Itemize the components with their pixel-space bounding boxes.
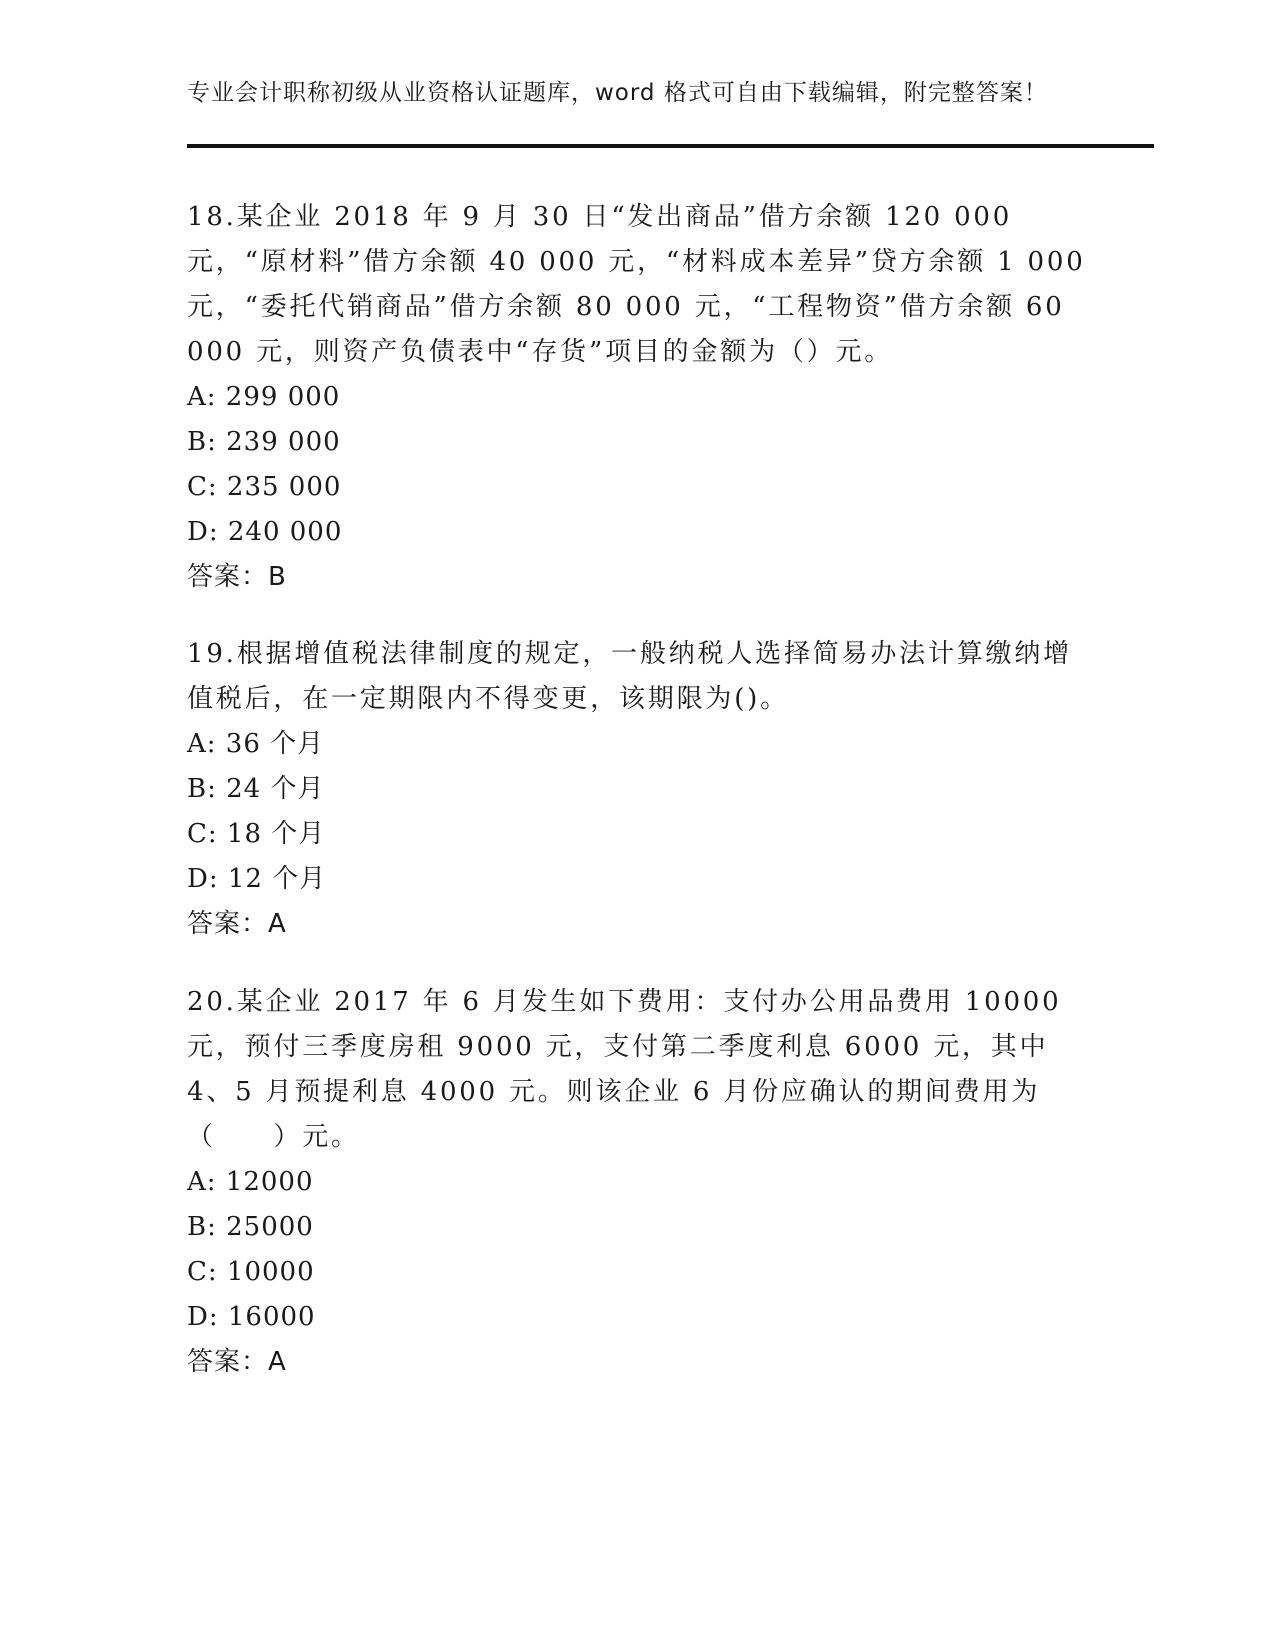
answer-label: 答案：A — [187, 909, 287, 939]
question-19 — [187, 632, 1087, 947]
option-c: C: 235 000 — [187, 472, 342, 502]
option-d: D: 12 个月 — [187, 864, 327, 894]
answer-label: 答案：B — [187, 562, 287, 592]
question-18 — [187, 195, 1087, 600]
header-divider — [187, 144, 1154, 148]
option-a: A: 36 个月 — [187, 729, 325, 759]
page-header: 专业会计职称初级从业资格认证题库，word 格式可自由下载编辑，附完整答案！ — [187, 80, 1048, 106]
option-b: B: 239 000 — [187, 427, 341, 457]
option-c: C: 18 个月 — [187, 819, 326, 849]
option-a: A: 299 000 — [187, 382, 341, 412]
option-a: A: 12000 — [187, 1167, 314, 1197]
option-d: D: 240 000 — [187, 517, 343, 547]
option-b: B: 24 个月 — [187, 774, 325, 804]
option-d: D: 16000 — [187, 1302, 316, 1332]
option-c: C: 10000 — [187, 1257, 315, 1287]
answer-label: 答案：A — [187, 1347, 287, 1377]
question-stem: 18.某企业 2018 年 9 月 30 日“发出商品”借方余额 120 000 元，“原材料”借方余额 40 000 元，“材料成本差异”贷方余额 1 000 元，“委托代销商品”借方余额 80 000 元，“工程物资”借方余额 60 000 元，则资产负债表中“存货”项目的金额为（）元。 — [187, 202, 1086, 367]
option-b: B: 25000 — [187, 1212, 314, 1242]
question-stem: 20.某企业 2017 年 6 月发生如下费用：支付办公用品费用 10000 元，预付三季度房租 9000 元，支付第二季度利息 6000 元，其中 4、5 月预提利息 4000 元。则该企业 6 月份应确认的期间费用为（ ）元。 — [187, 987, 1062, 1152]
question-stem: 19.根据增值税法律制度的规定，一般纳税人选择简易办法计算缴纳增值税后，在一定期限内不得变更，该期限为()。 — [187, 639, 1072, 714]
question-20 — [187, 980, 1087, 1385]
